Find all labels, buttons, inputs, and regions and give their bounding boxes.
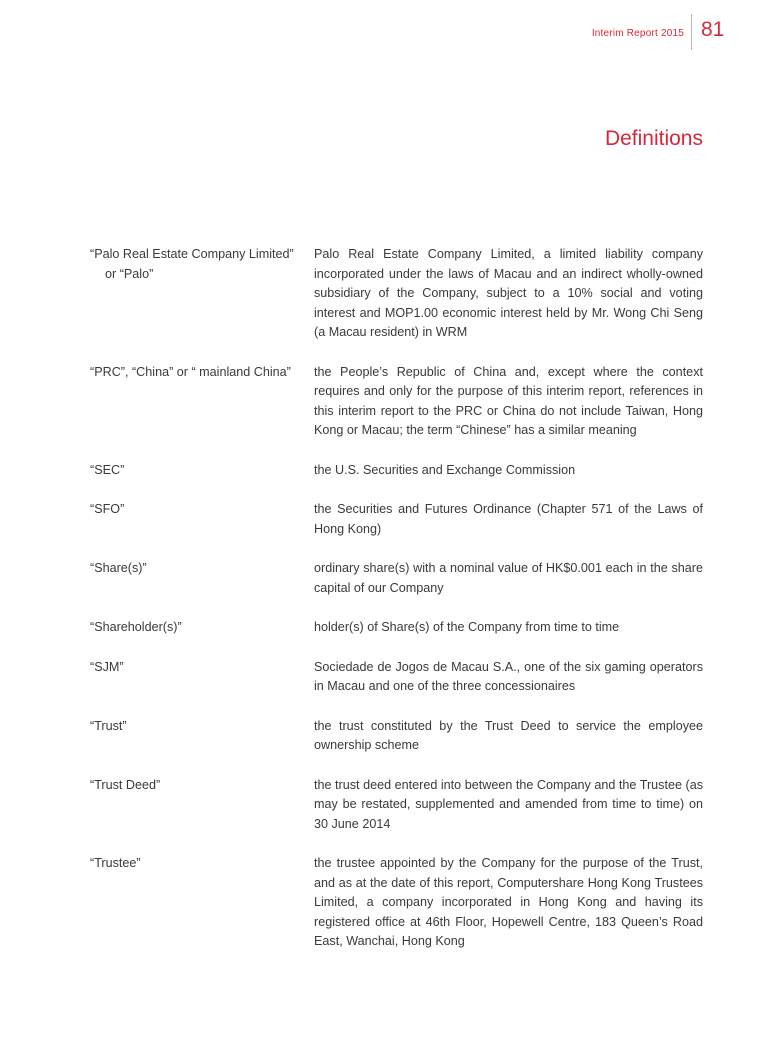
definition-meaning: the trustee appointed by the Company for the purpose of the Trust, and as at the date of this report, Computershare Hong Kong Trustees Limited, a company incorporated in Hong Kong and having its registered office at 46th Floor, Hopewell Centre, 183 Queen’s Road East, Wanchai, Hong Kong [314,856,703,948]
definition-row [90,776,703,835]
definition-meaning: the People’s Republic of China and, except where the context requires and only for the purpose of this interim report, references in this interim report to the PRC or China do not include Taiwan, Hong Kong or Macau; the term “Chinese” has a similar meaning [314,364,703,437]
definition-row [90,363,703,441]
definition-meaning: Sociedade de Jogos de Macau S.A., one of the six gaming operators in Macau and one of the three concessionaires [314,659,703,693]
definition-term: “Share(s)” [90,561,147,575]
definitions-list [90,245,703,972]
definition-term: “SJM” [90,659,124,674]
definition-term: “PRC”, “China” or “ mainland China” [90,364,291,379]
definition-row [90,717,703,756]
definition-meaning: the Securities and Futures Ordinance (Chapter 571 of the Laws of Hong Kong) [314,502,703,536]
definition-term: “Palo Real Estate Company Limited” or “Palo” [90,247,294,281]
definition-term: “Trustee” [90,856,141,870]
definition-row [90,559,703,598]
report-name: Interim Report 2015 [591,28,684,39]
definition-row [90,245,703,343]
page-number: 81 [701,18,725,41]
definition-meaning: ordinary share(s) with a nominal value of HK$0.001 each in the share capital of our Company [314,561,703,595]
definition-meaning: holder(s) of Share(s) of the Company from time to time [314,620,620,634]
definition-meaning: the U.S. Securities and Exchange Commission [314,462,576,477]
definition-meaning: Palo Real Estate Company Limited, a limited liability company incorporated under the laws of Macau and an indirect wholly-owned subsidiary of the Company, subject to a 10% social and voting interest and MOP1.00 economic interest held by Mr. Wong Chi Seng (a Macau resident) in WRM [314,247,703,339]
definition-term: “Shareholder(s)” [90,620,182,634]
definition-row [90,854,703,952]
page-header [0,14,777,54]
definition-term: “Trust” [90,718,127,733]
definition-term: “SFO” [90,502,125,516]
definition-meaning: the trust deed entered into between the Company and the Trustee (as may be restated, supplemented and amended from time to time) on 30 June 2014 [314,777,703,831]
definition-term: “Trust Deed” [90,777,161,792]
page-title: Definitions [604,127,703,150]
definition-term: “SEC” [90,462,125,477]
definition-row [90,500,703,539]
definition-meaning: the trust constituted by the Trust Deed to service the employee ownership scheme [314,718,703,752]
definition-row [90,461,703,481]
definition-row [90,618,703,638]
header-divider [691,14,692,50]
definition-row [90,658,703,697]
